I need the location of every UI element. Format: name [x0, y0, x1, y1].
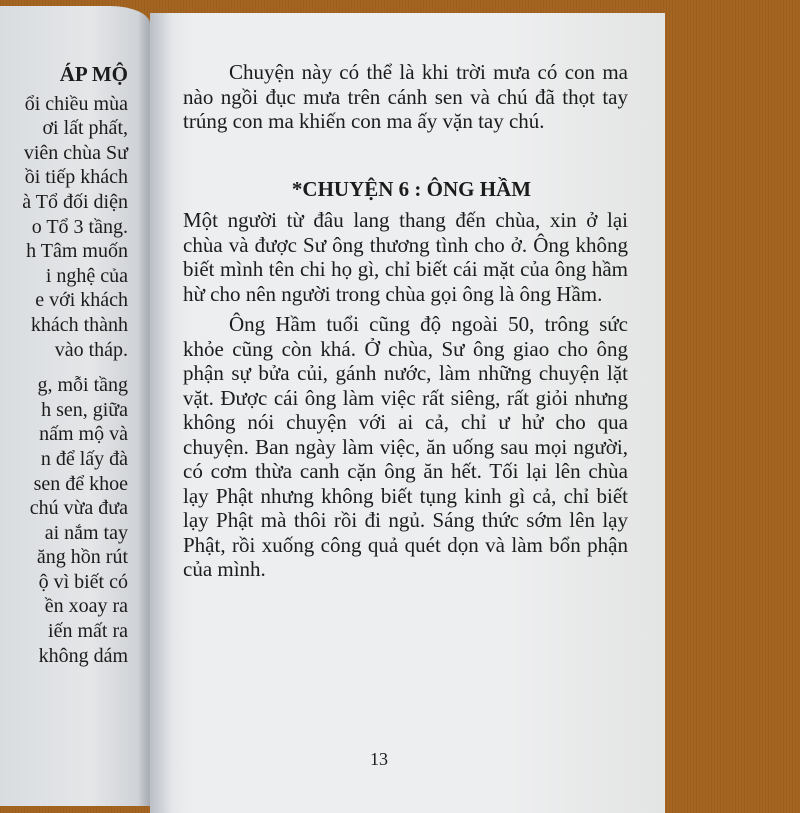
left-line: h Tâm muốn: [26, 240, 128, 263]
left-line: chú vừa đưa: [29, 497, 128, 520]
left-line: e với khách: [35, 289, 128, 312]
right-page-content: [183, 60, 628, 582]
paragraph-1: Một người từ đâu lang thang đến chùa, xin ở lại chùa và được Sư ông thương tình cho ở. Ông không biết mình tên chi họ gì, chỉ biết cái mặt của ông hầm hừ cho nên người trong chùa gọi ông là ông Hầm.: [183, 208, 628, 306]
left-line: n để lấy đà: [40, 447, 128, 470]
left-page: [0, 6, 150, 806]
left-line: khách thành: [30, 313, 128, 336]
paragraph-gap: [0, 362, 128, 373]
left-line: ền xoay ra: [44, 595, 128, 618]
left-line: iến mất ra: [48, 620, 128, 643]
left-line: g, mỗi tầng: [37, 374, 128, 397]
left-line: viên chùa Sư: [23, 141, 128, 164]
left-line: ồi tiếp khách: [24, 166, 128, 189]
left-line: ai nắm tay: [44, 521, 128, 544]
left-line: sen để khoe: [33, 472, 128, 495]
chapter-title: *CHUYỆN 6 : ÔNG HẦM: [291, 176, 532, 201]
left-line: ơi lất phất,: [42, 117, 128, 140]
left-line: o Tổ 3 tầng.: [31, 215, 128, 238]
left-line: ộ vì biết có: [38, 570, 128, 593]
left-line: h sen, giữa: [41, 398, 128, 421]
page-number: 13: [370, 749, 388, 769]
left-line: à Tổ đối diện: [22, 190, 128, 213]
paragraph-2: Ông Hầm tuổi cũng độ ngoài 50, trông sức khỏe cũng còn khá. Ở chùa, Sư ông giao cho ông phận sự bửa củi, gánh nước, làm những chuyện lặt vặt. Được cái ông làm việc rất siêng, rất giỏi nhưng không nói chuyện với ai cả, chỉ ư hử cho qua chuyện. Ban ngày làm việc, ăn uống sau mọi người, có cơm thừa canh cặn ông ăn hết. Tối lại lên chùa lạy Phật nhưng không biết tụng kinh gì cả, chỉ biết lạy Phật mà thôi rồi đi ngủ. Sáng thức sớm lên lạy Phật, rồi xuống công quả quét dọn và làm bổn phận của mình.: [183, 312, 628, 581]
left-line: ăng hồn rút: [36, 546, 128, 569]
left-line: không dám: [38, 644, 128, 667]
left-line: vào tháp.: [54, 338, 128, 361]
left-line: nấm mộ và: [39, 423, 128, 446]
intro-paragraph: Chuyện này có thể là khi trời mưa có con ma nào ngồi đục mưa trên cánh sen và chú đã thọt tay trúng con ma khiến con ma ấy vặn tay chú.: [183, 60, 628, 133]
left-page-heading: ÁP MỘ: [59, 62, 128, 86]
left-line: i nghệ của: [45, 264, 128, 287]
left-line: ổi chiều mùa: [24, 92, 128, 115]
book-gutter-shadow: [138, 6, 150, 806]
left-page-text: [0, 62, 128, 668]
